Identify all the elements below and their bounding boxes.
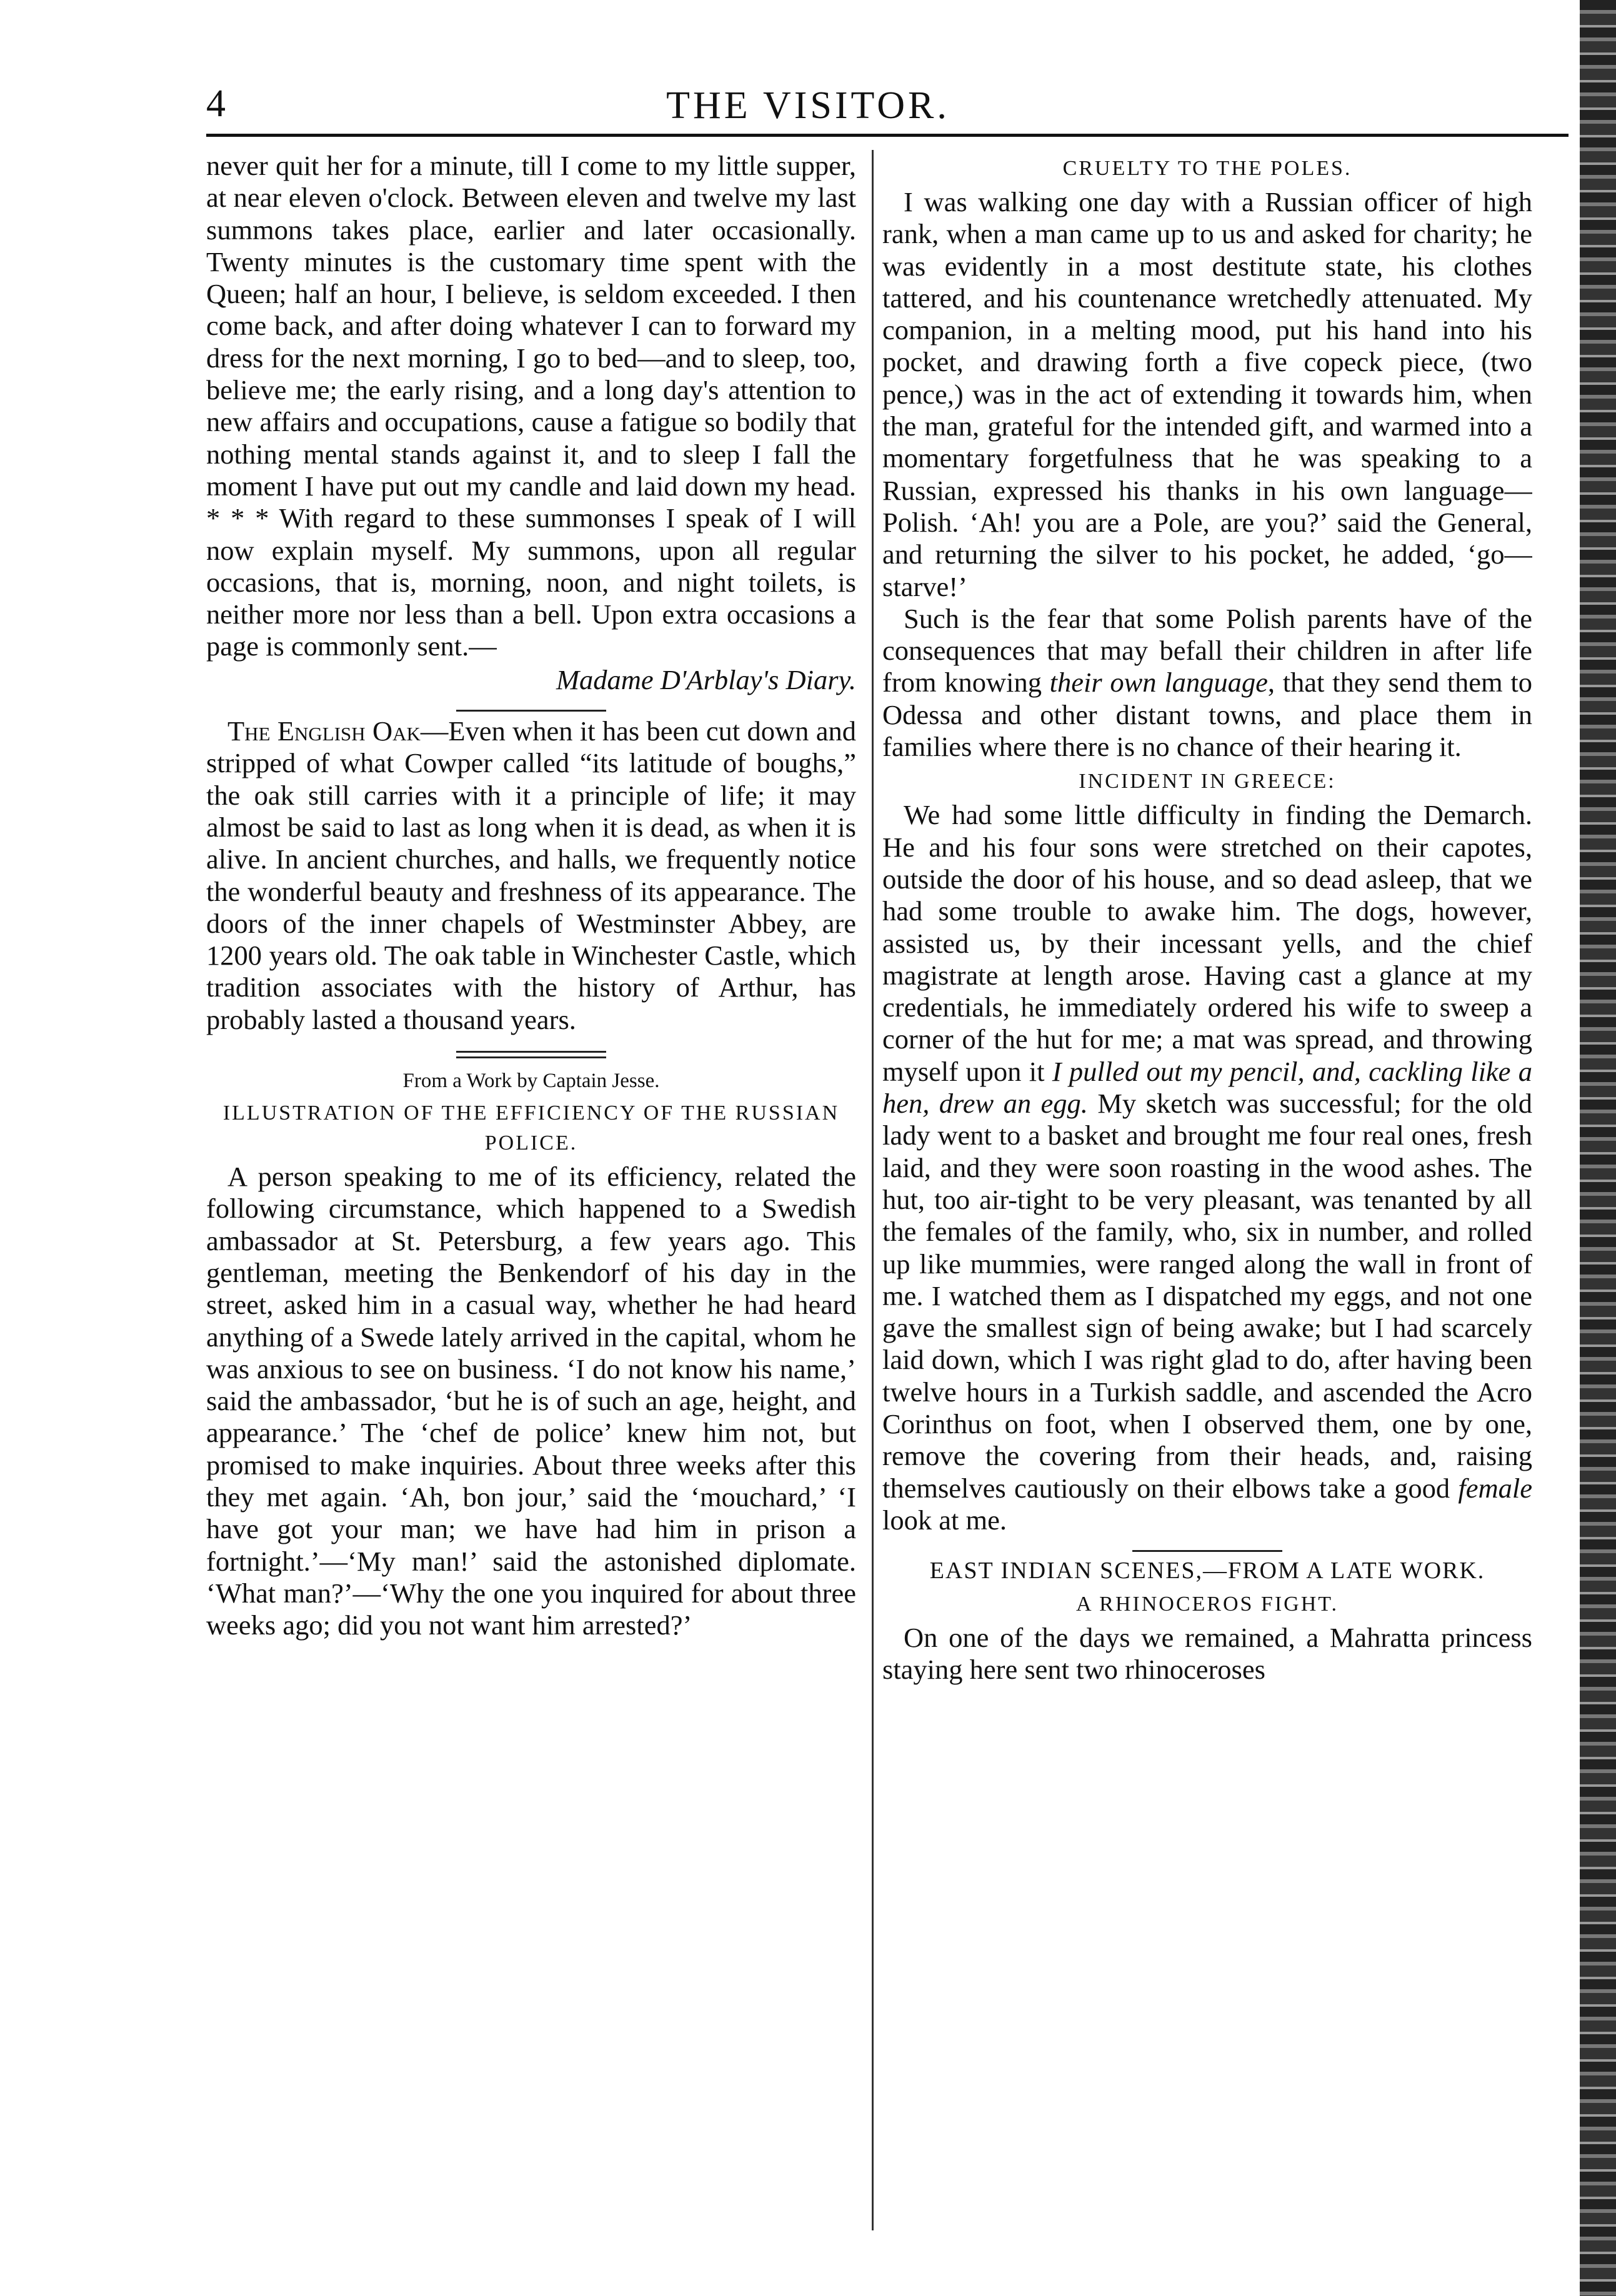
double-separator	[456, 1051, 606, 1058]
scan-edge-decoration	[1580, 0, 1616, 2296]
greece-text-3: look at me.	[882, 1504, 1007, 1536]
police-heading: ILLUSTRATION OF THE EFFICIENCY OF THE RUSSIAN POLICE.	[222, 1101, 840, 1155]
poles-paragraph-2	[882, 603, 1532, 763]
diary-text: never quit her for a minute, till I come to my little supper, at near eleven o'clock. Between eleven and twelve my last summons takes place, earlier and later occasionally. Twenty minutes is the customary time spent with the Queen; half an hour, I believe, is seldom exceeded. I then come back, and after doing whatever I can to forward my dress for the next morning, I go to bed—and to sleep, too, believe me; the early rising, and a long day's attention to new affairs and occupations, cause a fatigue so bodily that nothing mental stands against it, and to sleep I fall the moment I have put out my candle and laid down my head. * * * With regard to these summonses I speak of I will now explain myself. My summons, upon all regular occasions, that is, morning, noon, and night toilets, is neither more nor less than a bell. Upon extra occasions a page is commonly sent.—	[206, 150, 856, 662]
greece-text-emphasis: I pulled out my pencil, and, cackling like a hen, drew an egg.	[882, 1055, 1532, 1120]
oak-paragraph	[206, 715, 856, 1036]
poles-text-b: , that they send them to Odessa and other distant towns, and place them in families where there is no chance of their hearing it.	[882, 667, 1532, 763]
diary-credit: Madame D'Arblay's Diary.	[556, 663, 856, 695]
poles-text-emphasis: their own language	[1049, 667, 1268, 698]
police-paragraph: A person speaking to me of its efficiency, related the following circumstance, which happened to a Swedish ambassador at St. Petersburg, a few years ago. This gentleman, meeting the Benkendorf of his day in the street, asked him in a casual way, whether he had heard anything of a Swede lately arrived in the capital, whom he was anxious to see on business. ‘I do not know his name,’ said the ambassador, ‘but he is of such an age, height, and appearance.’ The ‘chef de police’ knew him not, but promised to make inquiries. About three weeks after this they met again. ‘Ah, bon jour,’ said the ‘mouchard,’ ‘I have got your man; we have had him in prison a fortnight.’—‘My man!’ said the astonished diplomate. ‘What man?’—‘Why the one you inquired for about three weeks ago; did you not want him arrested?’	[206, 1161, 856, 1641]
poles-text-a: Such is the fear that some Polish parents have of the consequences that may befall their children in after life from knowing	[882, 602, 1532, 698]
running-title: THE VISITOR.	[666, 84, 950, 127]
oak-text: —Even when it has been cut down and stripped of what Cowper called “its latitude of boughs,” the oak still carries with it a principle of life; it may almost be said to last as long when it is dead, as when it is alive. In ancient churches, and halls, we frequently notice the wonderful beauty and freshness of its appearance. The doors of the inner chapels of Westminster Abbey, are 1200 years old. The oak table in Winchester Castle, which tradition associates with the history of Arthur, has probably lasted a thousand years.	[206, 715, 856, 1035]
east-indian-heading: EAST INDIAN SCENES,—FROM A LATE WORK.	[929, 1558, 1485, 1584]
column-divider	[872, 150, 874, 2230]
rhino-heading: A RHINOCEROS FIGHT.	[1075, 1593, 1339, 1616]
source-note: From a Work by Captain Jesse.	[402, 1070, 660, 1093]
rhino-paragraph: On one of the days we remained, a Mahratta princess staying here sent two rhinoceroses	[882, 1622, 1532, 1686]
greece-text-1: We had some little difficulty in finding the Demarch. He and his four sons were stretched on their capotes, outside the door of his house, and so dead asleep, that we had some trouble to awake him. The dogs, however, assisted us, by their incessant yells, and the chief magistrate at length arose. Having cast a glance at my credentials, he immediately ordered his wife to sweep a corner of the hut for me; a mat was spread, and throwing myself upon it	[882, 799, 1532, 1087]
oak-lead: The English Oak	[227, 715, 421, 747]
left-column	[206, 150, 856, 2230]
right-column	[882, 150, 1532, 2230]
page-number: 4	[206, 82, 226, 125]
poles-paragraph-1: I was walking one day with a Russian officer of high rank, when a man came up to us and asked for charity; he was evidently in a most destitute state, his clothes tattered, and his countenance wretchedly attenuated. My companion, in a melting mood, put his hand into his pocket, and drawing forth a five copeck piece, (two pence,) was in the act of extending it towards him, when the man, grateful for the intended gift, and warmed into a momentary forgetfulness that he was speaking to a Russian, expressed his thanks in his own language—Polish. ‘Ah! you are a Pole, are you?’ said the General, and returning the silver to his pocket, he added, ‘go—starve!’	[882, 186, 1532, 602]
header-rule	[206, 134, 1569, 137]
diary-paragraph	[206, 150, 856, 696]
article-separator	[456, 710, 606, 712]
greece-text-2: My sketch was successful; for the old lady went to a basket and brought me four real ones, fresh laid, and they were soon roasting in the wood ashes. The hut, too air-tight to be very pleasant, was tenanted by all the females of the family, who, six in number, and rolled up like mummies, were ranged along the wall in front of me. I watched them as I dispatched my eggs, and not one gave the smallest sign of being awake; but I had scarcely laid down, which I was right glad to do, after having been twelve hours in a Turkish saddle, and ascended the Acro Corinthus on foot, when I observed them, one by one, remove the covering from their heads, and, raising themselves cautiously on their elbows take a good	[882, 1088, 1532, 1504]
poles-heading: CRUELTY TO THE POLES.	[1062, 157, 1352, 180]
greece-paragraph	[882, 799, 1532, 1536]
greece-text-emphasis-2: female	[1458, 1472, 1532, 1504]
greece-heading: INCIDENT IN GREECE:	[1079, 770, 1336, 793]
article-separator-right	[1132, 1550, 1282, 1552]
